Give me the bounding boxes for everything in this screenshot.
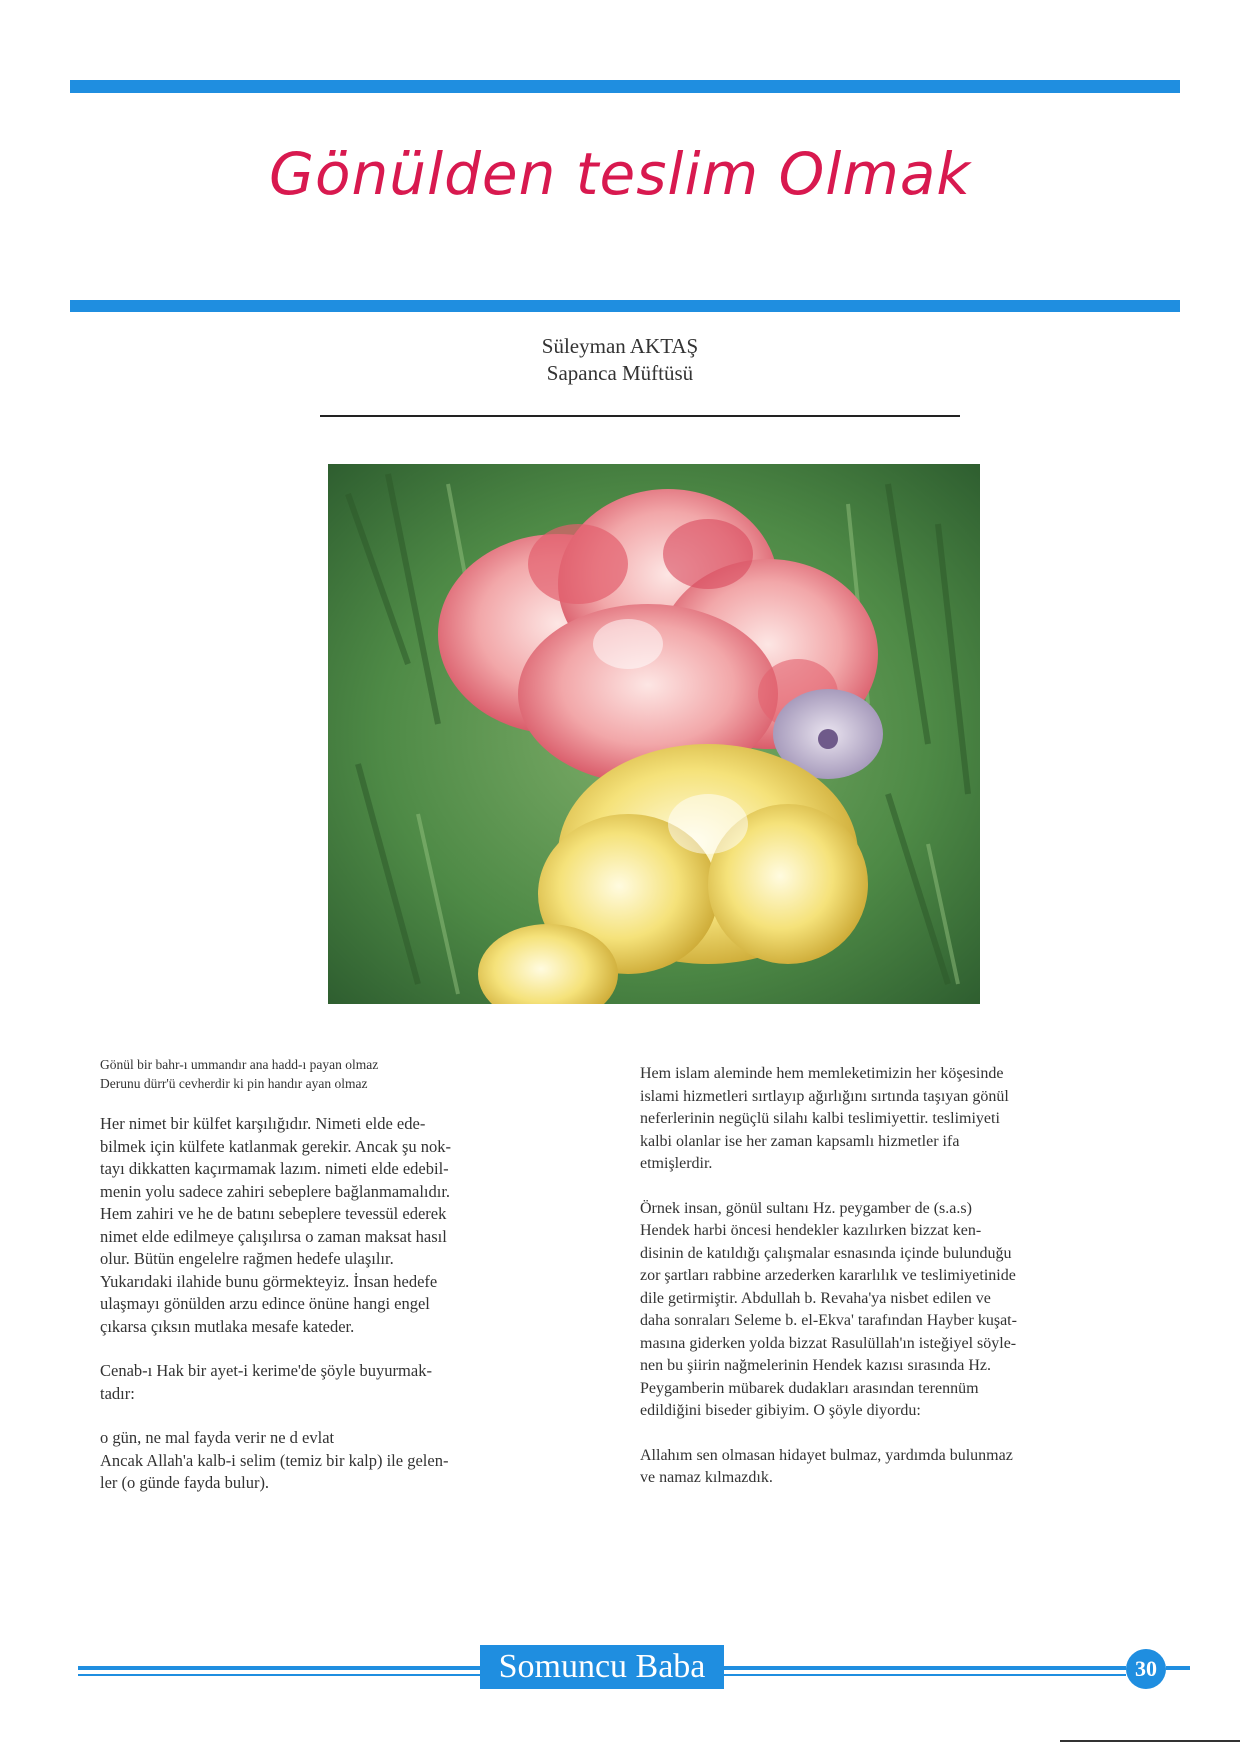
footer-rule-right-thin [724, 1674, 1126, 1676]
author-role: Sapanca Müftüsü [546, 361, 694, 385]
text-line: ulaşmayı gönülden arzu edince önüne hangi engel [100, 1294, 430, 1313]
opening-verse [100, 1055, 600, 1093]
paragraph [640, 1198, 1172, 1423]
text-line: çıkarsa çıksın mutlaka mesafe kateder. [100, 1316, 355, 1336]
text-line: Allahım sen olmasan hidayet bulmaz, yardımda bulunmaz [640, 1446, 1013, 1464]
text-line: masına giderken yolda bizzat Rasulüllah'ın isteğiyel söyle- [640, 1334, 1017, 1352]
text-line: olur. Bütün engelelre rağmen hedefe ulaşılır. [100, 1249, 394, 1268]
footer-rule-right [724, 1666, 1126, 1670]
text-line: Her nimet bir külfet karşılığıdır. Nimeti elde ede- [100, 1114, 426, 1133]
text-line: o gün, ne mal fayda verir ne d evlat [100, 1428, 335, 1447]
text-line: dile getirmiştir. Abdullah b. Revaha'ya nisbet edilen ve [640, 1289, 991, 1307]
text-line: menin yolu sadece zahiri sebeplere bağlanmamalıdır. [100, 1181, 451, 1201]
text-line: tayı dikkatten kaçırmamak lazım. nimeti elde edebil- [100, 1159, 449, 1178]
text-line: nimet elde edilmeye çalışılırsa o zaman maksat hasıl [100, 1226, 447, 1246]
text-line: Hem islam aleminde hem memleketimizin her köşesinde [640, 1065, 1004, 1082]
text-line: etmişlerdir. [640, 1155, 713, 1172]
byline-rule [320, 415, 960, 417]
flower-photo [328, 464, 980, 1004]
title-bottom-rule [70, 300, 1180, 312]
text-line: Örnek insan, gönül sultanı Hz. peygamber de (s.a.s) [640, 1199, 972, 1217]
text-line: ve namaz kılmazdık. [640, 1469, 773, 1486]
text-line: tadır: [100, 1383, 135, 1403]
text-line: Hendek harbi öncesi hendekler kazılırken bizzat ken- [640, 1222, 982, 1239]
corner-rule [1060, 1740, 1240, 1742]
top-rule [70, 80, 1180, 93]
paragraph [640, 1063, 1172, 1176]
text-line: nen bu şiirin nağmelerinin Hendek kazısı sırasında Hz. [640, 1357, 992, 1374]
verse-line: Derunu dürr'ü cevherdir ki pin handır ayan olmaz [100, 1076, 368, 1091]
article-title: Gönülden teslim Olmak [269, 140, 971, 208]
flower-photo-image [328, 464, 980, 1004]
text-line: edildiğini biseder gibiyim. O şöyle diyordu: [640, 1402, 921, 1419]
text-line: Cenab-ı Hak bir ayet-i kerime'de şöyle buyurmak- [100, 1361, 432, 1380]
text-line: Yukarıdaki ilahide bunu görmekteyiz. İnsan hedefe [100, 1271, 438, 1291]
right-column [640, 1063, 1172, 1512]
text-line: bilmek için külfete katlanmak gerekir. Ancak şu nok- [100, 1136, 451, 1156]
text-line: neferlerinin negüçlü silahı kalbi teslimiyettir. teslimiyeti [640, 1110, 1000, 1127]
footer-rule-left-thin [78, 1674, 480, 1676]
left-column [100, 1055, 600, 1517]
paragraph [100, 1427, 600, 1495]
footer-rule-end [1166, 1666, 1190, 1670]
footer-rule-left [78, 1666, 480, 1670]
paragraph [100, 1113, 600, 1338]
text-line: Ancak Allah'a kalb-i selim (temiz bir kalp) ile gelen- [100, 1450, 449, 1470]
magazine-name: Somuncu Baba [480, 1645, 724, 1689]
text-line: Hem zahiri ve he de batını sebeplere tevessül ederek [100, 1204, 447, 1223]
paragraph [100, 1360, 600, 1405]
text-line: Peygamberin mübarek dudakları arasından terennüm [640, 1379, 979, 1397]
paragraph [640, 1445, 1172, 1490]
text-line: ler (o günde fayda bulur). [100, 1473, 270, 1492]
page-number: 30 [1126, 1649, 1166, 1689]
author-name: Süleyman AKTAŞ [541, 334, 699, 358]
text-line: islami hizmetleri sırtlayıp ağırlığını sırtında taşıyan gönül [640, 1087, 1009, 1105]
text-line: disinin de katıldığı çalışmalar esnasında içinde bulunduğu [640, 1244, 1012, 1262]
text-line: daha sonraları Seleme b. el-Ekva' tarafından Hayber kuşat- [640, 1312, 1017, 1329]
text-line: zor şartları rabbine arzederken kararlılık ve teslimiyetinide [640, 1267, 1016, 1284]
verse-line: Gönül bir bahr-ı ummandır ana hadd-ı payan olmaz [100, 1057, 379, 1072]
text-line: kalbi olanlar ise her zaman kapsamlı hizmetler ifa [640, 1132, 960, 1150]
byline [440, 333, 800, 387]
